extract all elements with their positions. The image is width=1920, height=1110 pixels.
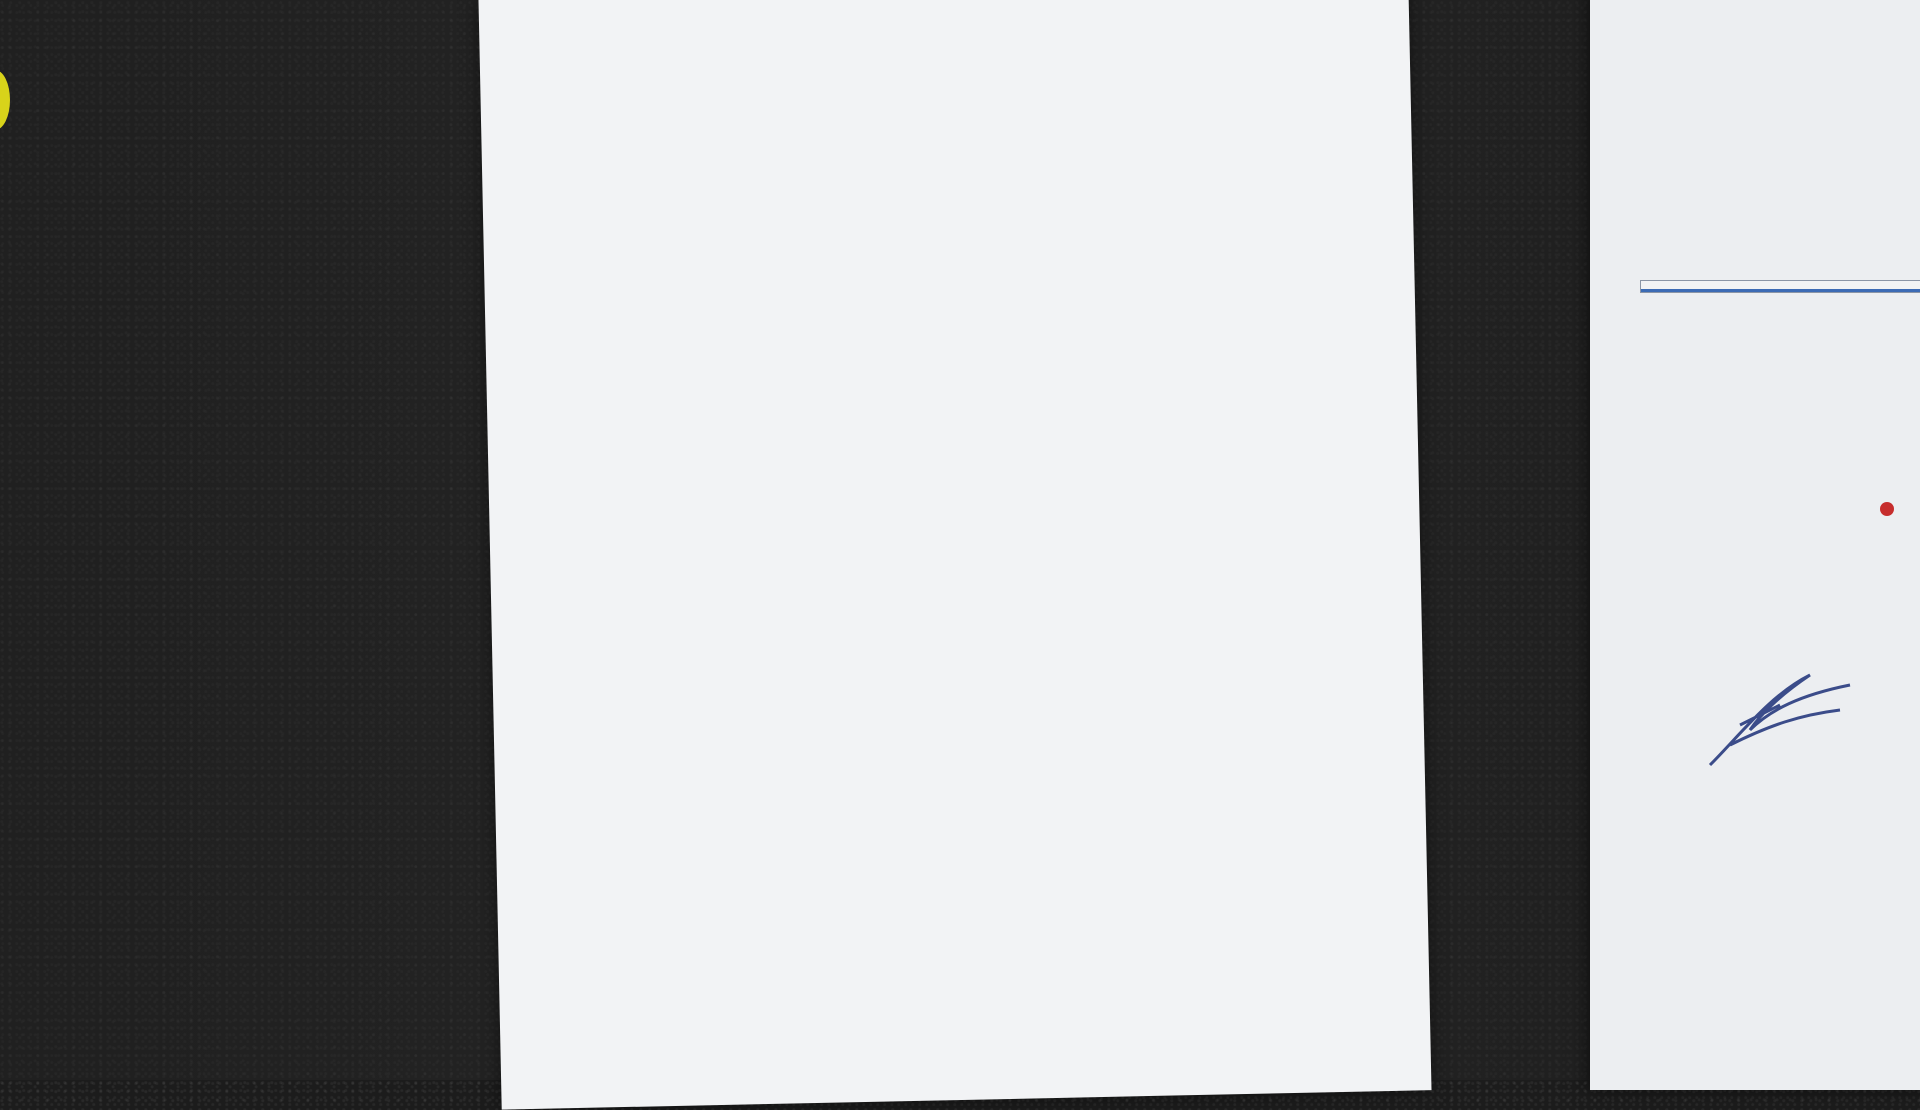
red-dot-icon: [1880, 502, 1894, 516]
closing-work-box: [1640, 280, 1920, 293]
sheet-sections: [539, 12, 1319, 28]
closing-work-title: [1641, 281, 1920, 292]
signature-icon: [1700, 655, 1870, 775]
side-sheet: [1590, 0, 1920, 1090]
inspection-sheet: [478, 0, 1431, 1110]
